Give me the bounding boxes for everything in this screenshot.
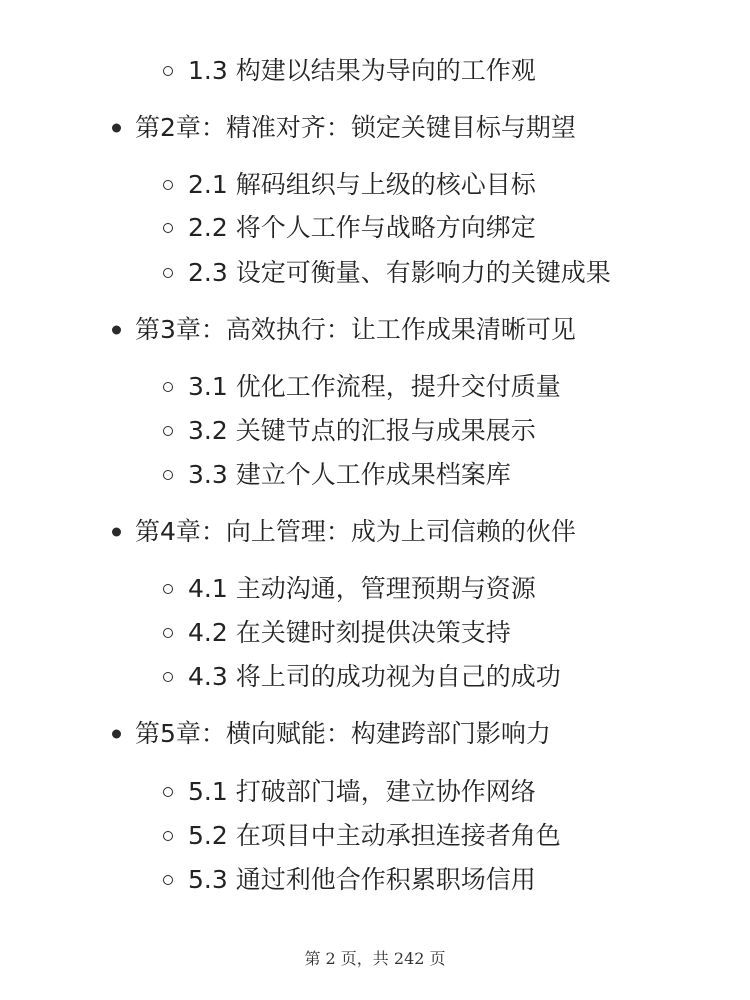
toc-chapter-2 (135, 111, 576, 145)
toc-item-label: 5.3 通过利他合作积累职场信用 (188, 865, 536, 894)
toc-chapter-3 (135, 313, 576, 347)
toc-subsection-4-2 (188, 616, 511, 650)
toc-subsection-5-2 (188, 819, 561, 853)
toc-subsection-5-3 (188, 863, 536, 897)
disc-bullet-icon (112, 124, 121, 133)
toc-subsection-4-3 (188, 660, 561, 694)
circle-bullet-icon (163, 787, 173, 797)
toc-subsection-2-1 (188, 168, 536, 202)
circle-bullet-icon (163, 672, 173, 682)
toc-subsection-2-3 (188, 256, 611, 290)
circle-bullet-icon (163, 382, 173, 392)
toc-item-label: 2.2 将个人工作与战略方向绑定 (188, 213, 536, 242)
circle-bullet-icon (163, 426, 173, 436)
toc-item-label: 第5章：横向赋能：构建跨部门影响力 (135, 719, 551, 748)
circle-bullet-icon (163, 470, 173, 480)
toc-item-label: 5.2 在项目中主动承担连接者角色 (188, 821, 561, 850)
circle-bullet-icon (163, 268, 173, 278)
toc-item-label: 4.3 将上司的成功视为自己的成功 (188, 662, 561, 691)
circle-bullet-icon (163, 584, 173, 594)
toc-subsection-3-2 (188, 414, 536, 448)
toc-subsection-1-3 (188, 54, 536, 88)
toc-item-label: 2.1 解码组织与上级的核心目标 (188, 170, 536, 199)
toc-item-label: 4.2 在关键时刻提供决策支持 (188, 618, 511, 647)
toc-subsection-3-3 (188, 458, 511, 492)
toc-item-label: 1.3 构建以结果为导向的工作观 (188, 56, 536, 85)
toc-item-label: 5.1 打破部门墙，建立协作网络 (188, 777, 536, 806)
page-number-footer: 第 2 页，共 242 页 (304, 949, 446, 968)
toc-subsection-3-1 (188, 370, 561, 404)
toc-item-label: 2.3 设定可衡量、有影响力的关键成果 (188, 258, 611, 287)
toc-item-label: 3.3 建立个人工作成果档案库 (188, 460, 511, 489)
toc-subsection-4-1 (188, 572, 536, 606)
toc-subsection-2-2 (188, 211, 536, 245)
toc-item-label: 4.1 主动沟通，管理预期与资源 (188, 574, 536, 603)
toc-item-label: 3.1 优化工作流程，提升交付质量 (188, 372, 561, 401)
disc-bullet-icon (112, 730, 121, 739)
circle-bullet-icon (163, 223, 173, 233)
disc-bullet-icon (112, 528, 121, 537)
circle-bullet-icon (163, 628, 173, 638)
toc-item-label: 第2章：精准对齐：锁定关键目标与期望 (135, 113, 576, 142)
toc-item-label: 3.2 关键节点的汇报与成果展示 (188, 416, 536, 445)
toc-item-label: 第3章：高效执行：让工作成果清晰可见 (135, 315, 576, 344)
circle-bullet-icon (163, 66, 173, 76)
toc-subsection-5-1 (188, 775, 536, 809)
toc-chapter-5 (135, 717, 551, 751)
circle-bullet-icon (163, 831, 173, 841)
disc-bullet-icon (112, 326, 121, 335)
circle-bullet-icon (163, 875, 173, 885)
toc-chapter-4 (135, 515, 576, 549)
circle-bullet-icon (163, 180, 173, 190)
toc-item-label: 第4章：向上管理：成为上司信赖的伙伴 (135, 517, 576, 546)
